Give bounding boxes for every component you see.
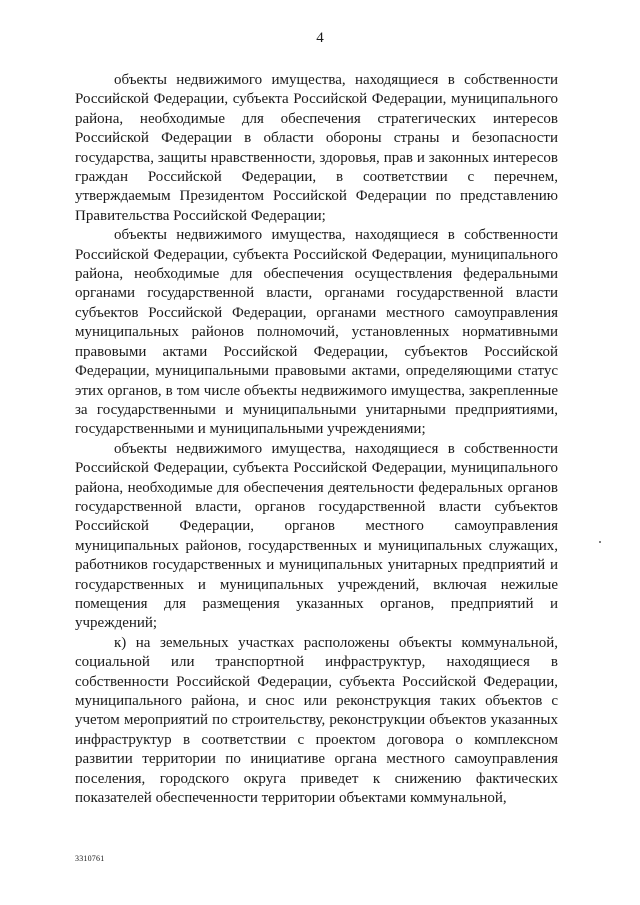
document-body <box>75 71 558 808</box>
paragraph-authorities-activity: объекты недвижимого имущества, находящиеся в собственности Российской Федерации, субъекта Российской Федерации, муниципального района, необходимые для обеспечения деятельности федеральных органов государственной власти, органов государственной власти субъектов Российской Федерации, органов местного самоуправления муниципальных районов, государственных и муниципальных служащих, работников государственных и муниципальных унитарных предприятий и государственных и муниципальных учреждений, включая нежилые помещения для размещения указанных органов, предприятий и учреждений; <box>75 440 558 632</box>
paragraph-authorities-powers: объекты недвижимого имущества, находящиеся в собственности Российской Федерации, субъекта Российской Федерации, муниципального района, необходимые для обеспечения осуществления федеральными органами государственной власти, органами государственной власти субъектов Российской Федерации, органами местного самоуправления муниципальных районов полномочий, установленных нормативными правовыми актами Российской Федерации, субъектов Российской Федерации, муниципальными правовыми актами, определяющими статус этих органов, в том числе объекты недвижимого имущества, закрепленные за государственными и муниципальными унитарными предприятиями, государственными и муниципальными учреждениями; <box>75 227 558 438</box>
page-number: 4 <box>316 30 324 46</box>
margin-speck <box>599 541 601 543</box>
paragraph-item-k-infrastructure: к) на земельных участках расположены объекты коммунальной, социальной или транспортной инфраструктур, находящиеся в собственности Российской Федерации, субъекта Российской Федерации, муниципального района, и снос или реконструкция таких объектов с учетом мероприятий по строительству, реконструкции объектов указанных инфраструктур в соответствии с проектом договора о комплексном развитии территории по инициативе органа местного самоуправления поселения, городского округа приведет к снижению фактических показателей обеспеченности территории объектами коммунальной, <box>75 634 558 807</box>
document-code: 3310761 <box>75 854 105 863</box>
paragraph-strategic-interests: объекты недвижимого имущества, находящиеся в собственности Российской Федерации, субъекта Российской Федерации, муниципального района, необходимые для обеспечения стратегических интересов Российской Федерации в области обороны страны и безопасности государства, защиты нравственности, здоровья, прав и законных интересов граждан Российской Федерации, в соответствии с перечнем, утверждаемым Президентом Российской Федерации по представлению Правительства Российской Федерации; <box>75 72 558 224</box>
